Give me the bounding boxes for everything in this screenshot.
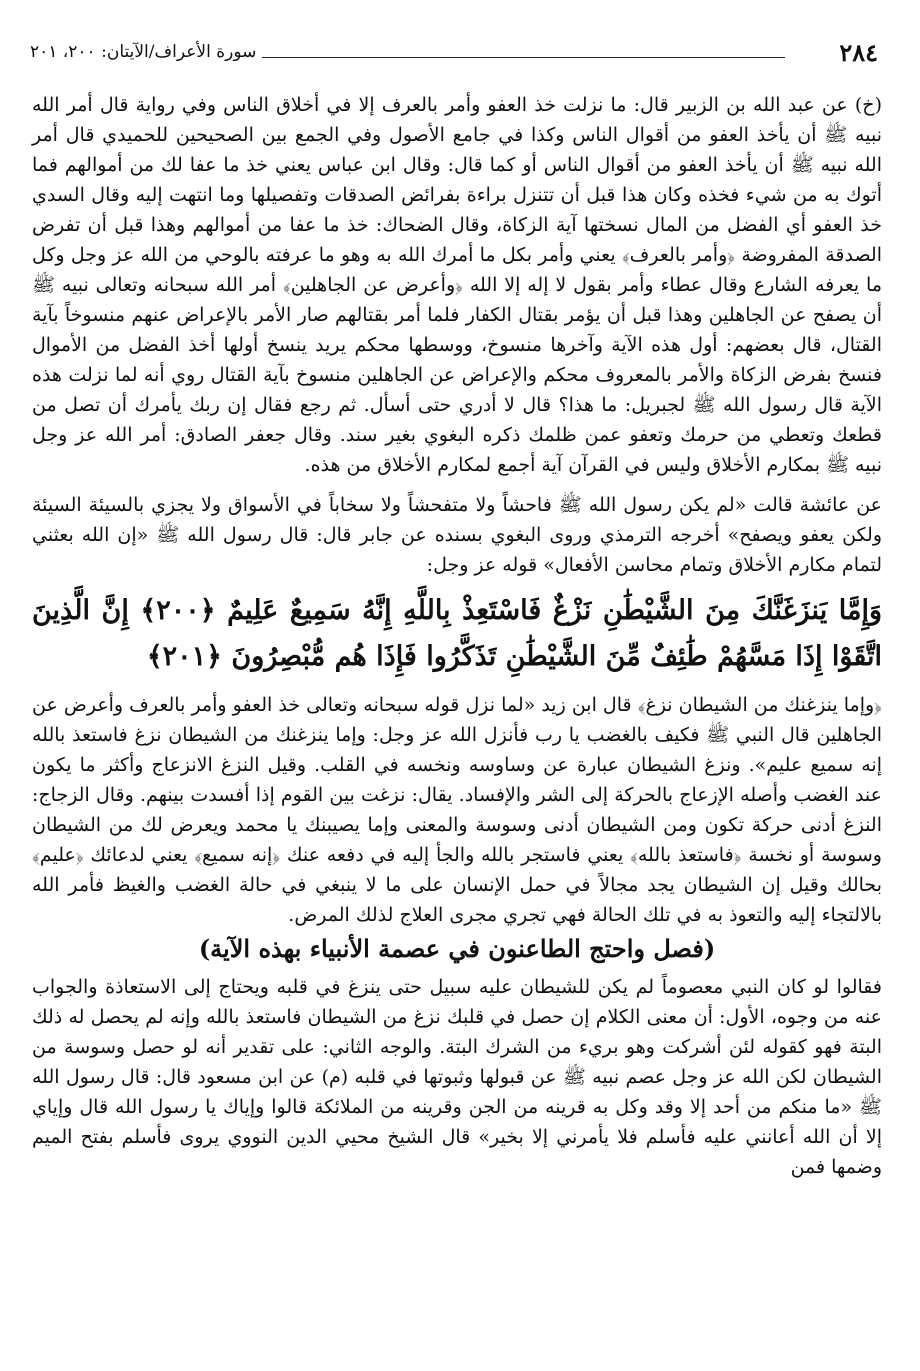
header-rule: [262, 57, 785, 58]
running-title: سورة الأعراف/الآيتان: ٢٠٠، ٢٠١: [30, 42, 257, 62]
quran-verse: وَإِمَّا يَنزَغَنَّكَ مِنَ الشَّيْطَٰنِ نَزْغٌ فَاسْتَعِذْ بِاللَّهِ إِنَّهُ سَمِيعٌ عَلِيمٌ ﴿٢٠٠﴾ إِنَّ الَّذِينَ اتَّقَوْا إِذَا مَسَّهُمْ طَٰئِفٌ مِّنَ الشَّيْطَٰنِ تَذَكَّرُوا فَإِذَا هُم مُّبْصِرُونَ ﴿٢٠١﴾: [32, 595, 882, 672]
hadith-paragraph: عن عائشة قالت «لم يكن رسول الله ﷺ فاحشاً ولا متفحشاً ولا سخاباً في الأسواق ولا يجزي بالسيئة السيئة ولكن يعفو ويصفح» أخرجه الترمذي وروى البغوي بسنده عن جابر قال: قال رسول الله ﷺ «إن الله بعثني لتمام مكارم الأخلاق وتمام محاسن الأفعال» قوله عز وجل:: [32, 494, 882, 576]
page-number: ٢٨٤: [839, 38, 878, 67]
page-header: [0, 38, 920, 72]
page-body: [32, 90, 882, 1182]
section-heading: (فصل واحتج الطاعنون في عصمة الأنبياء بهذه الآية): [198, 934, 716, 963]
final-paragraph: فقالوا لو كان النبي معصوماً لم يكن للشيطان عليه سبيل حتى ينزغ في قلبه ويحتاج إلى الاستعاذة والجواب عنه من وجوه، الأول: أن معنى الكلام إن حصل في قلبك نزغ من الشيطان فاستعذ بالله وإنه لم يحصل له ذلك البتة فهو كقوله لئن أشركت وهو بريء من الشرك البتة. والوجه الثاني: على تقدير أنه لو حصل وسوسة من الشيطان لكن الله عز وجل عصم نبيه ﷺ عن قبولها وثبوتها في قلبه (م) عن ابن مسعود قال: قال رسول الله ﷺ «ما منكم من أحد إلا وقد وكل به قرينه من الجن وقرينه من الملائكة قالوا وإياك يا رسول الله قال وإياي إلا أن الله أعانني عليه فأسلم فلا يأمرني إلا بخير» قال الشيخ محيي الدين النووي يروى فأسلم بفتح الميم وضمها فمن: [32, 976, 882, 1178]
commentary-paragraph: (خ) عن عبد الله بن الزبير قال: ما نزلت خذ العفو وأمر بالعرف إلا في أخلاق الناس وفي رواية قال أمر الله نبيه ﷺ أن يأخذ العفو من أقوال الناس وكذا في جامع الأصول وفي الجمع بين الصحيحين للحميدي قال أمر الله نبيه ﷺ أن يأخذ العفو من أقوال الناس أو كما قال: وقال ابن عباس يعني خذ ما عفا لك من أموالهم فما أتوك به من شيء فخذه وكان هذا قبل أن تتنزل براءة بفرائض الصدقات وتفصيلها وما انتهت إليه وقال السدي خذ العفو أي الفضل من المال نسختها آية الزكاة، وقال الضحاك: خذ ما عفا من أموالهم وهذا قبل أن تفرض الصدقة المفروضة ﴿وأمر بالعرف﴾ يعني وأمر بكل ما أمرك الله به وهو ما عرفته بالوحي من الله عز وجل وكل ما يعرفه الشارع وقال عطاء وأمر بقول لا إله إلا الله ﴿وأعرض عن الجاهلين﴾ أمر الله سبحانه وتعالى نبيه ﷺ أن يصفح عن الجاهلين وهذا قبل أن يؤمر بقتال الكفار فلما أمر بقتالهم صار الأمر بالإعراض عنهم منسوخاً بآية القتال، قال بعضهم: أول هذه الآية وآخرها منسوخ، ووسطها محكم يريد ينسخ أولها أخذ الفضل من الأموال فنسخ بفرض الزكاة والأمر بالمعروف محكم والإعراض عن الجاهلين منسوخ بآية القتال روي أنه لما نزلت هذه الآية قال رسول الله ﷺ لجبريل: ما هذا؟ قال لا أدري حتى أسأل. ثم رجع فقال إن ربك يأمرك أن تصل من قطعك وتعطي من حرمك وتعفو عمن ظلمك ذكره البغوي بغير سند. وقال جعفر الصادق: أمر الله عز وجل نبيه ﷺ بمكارم الأخلاق وليس في القرآن آية أجمع لمكارم الأخلاق من هذه.: [32, 94, 882, 476]
tafsir-paragraph: ﴿وإما ينزغنك من الشيطان نزغ﴾ قال ابن زيد «لما نزل قوله سبحانه وتعالى خذ العفو وأمر بالعرف وأعرض عن الجاهلين قال النبي ﷺ فكيف بالغضب يا رب فأنزل الله عز وجل: وإما ينزغنك من الشيطان نزغ فاستعذ بالله إنه سميع عليم». ونزغ الشيطان عبارة عن وساوسه ونخسه في القلب. وقيل النزغ الانزعاج وأكثر ما يكون عند الغضب وأصله الإزعاج بالحركة إلى الشر والإفساد. يقال: نزغت بين القوم إذا أفسدت بينهم. وقال الزجاج: النزغ أدنى حركة تكون ومن الشيطان أدنى وسوسة والمعنى وإما يصيبنك يا محمد ويعرض لك من الشيطان وسوسة أو نخسة ﴿فاستعذ بالله﴾ يعني فاستجر بالله والجأ إليه في دفعه عنك ﴿إنه سميع﴾ يعني لدعائك ﴿عليم﴾ بحالك وقيل إن الشيطان يجد مجالاً في حمل الإنسان على ما لا ينبغي في حالة الغضب والغيظ فأمر الله بالالتجاء إليه والتعوذ به في تلك الحالة فهي تجري مجرى العلاج لذلك المرض.: [32, 694, 882, 926]
